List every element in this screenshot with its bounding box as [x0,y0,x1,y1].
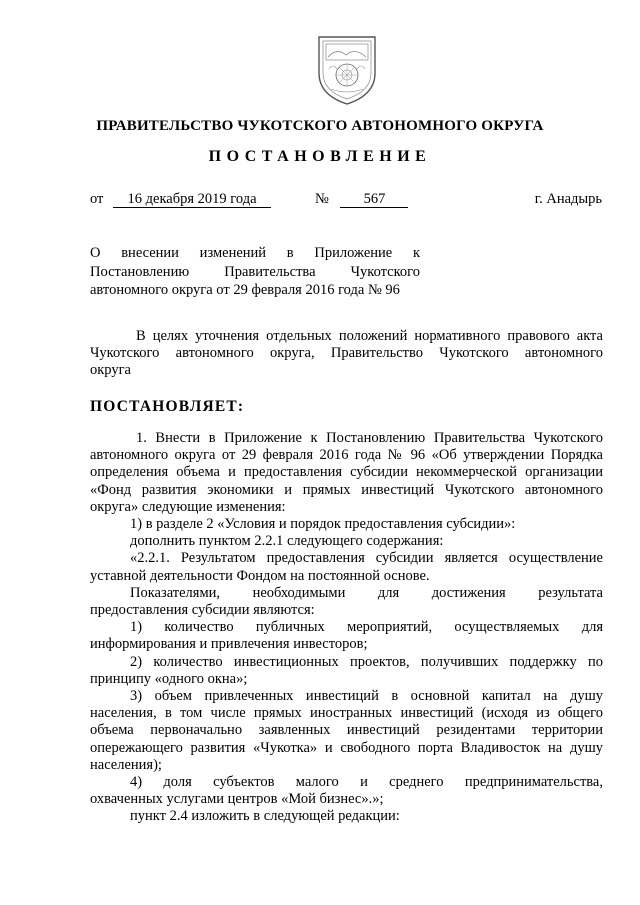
number-label: № [315,191,329,207]
body-line: Показателями, необходимыми для достижения результата [130,584,603,601]
body-line: предоставления субсидии являются: [90,602,315,619]
body-line: информирования и привлечения инвесторов; [90,636,368,653]
coat-of-arms-icon [313,33,381,107]
from-label: от [90,191,104,207]
body-line: 3) объем привлеченных инвестиций в основной капитал на душу [130,688,603,705]
preamble-line: Чукотского автономного округа, Правительство Чукотского автономного [90,345,603,362]
body-line: 1. Внести в Приложение к Постановлению Правительства Чукотского [136,430,603,446]
body-line: объема первоначально заявленных инвестиций резидентами территории [90,722,603,739]
body-line: автономного округа от 29 февраля 2016 года № 96 «Об утверждении Порядка [90,447,603,464]
preamble-line: округа [90,362,131,379]
preamble [90,328,603,380]
body-line: 1) количество публичных мероприятий, осуществляемых для [130,619,603,636]
body-line: охваченных услугами центров «Мой бизнес».»; [90,791,384,808]
body-line: 4) доля субъектов малого и среднего предпринимательства, [130,774,603,791]
government-title: ПРАВИТЕЛЬСТВО ЧУКОТСКОГО АВТОНОМНОГО ОКРУГА [96,118,544,134]
body-line: уставной деятельности Фондом на постоянной основе. [90,567,430,584]
decree-body [90,430,603,826]
resolve-heading: ПОСТАНОВЛЯЕТ: [90,398,245,415]
city: г. Анадырь [534,191,602,207]
body-line: «2.2.1. Результатом предоставления субсидии является осуществление [130,550,603,567]
number-field [315,191,408,208]
body-line: 2) количество инвестиционных проектов, получивших поддержку по [130,653,603,670]
body-line: дополнить пунктом 2.2.1 следующего содержания: [130,533,444,550]
subject-line: О внесении изменений в Приложение к [90,245,420,261]
decree-title: ПОСТАНОВЛЕНИЕ [208,148,432,165]
body-line: определения объема и предоставления субсидии некоммерческой организации [90,464,603,481]
decree-subject [90,244,420,300]
decree-number: 567 [340,192,408,208]
preamble-line: В целях уточнения отдельных положений нормативного правового акта [136,328,603,344]
body-line: округа» следующие изменения: [90,498,286,515]
body-line: населения); [90,756,162,773]
body-line: принципу «одного окна»; [90,670,248,687]
body-line: «Фонд развития экономики и прямых инвестиций Чукотского автономного [90,481,603,498]
subject-line: Постановлению Правительства Чукотского [90,263,420,280]
decree-date: 16 декабря 2019 года [113,192,271,208]
body-line: опережающего развития «Чукотка» и свободного порта Владивосток на душу [90,739,603,756]
body-line: 1) в разделе 2 «Условия и порядок предоставления субсидии»: [130,516,516,533]
body-line: пункт 2.4 изложить в следующей редакции: [130,808,400,825]
date-field [90,191,271,208]
subject-line: автономного округа от 29 февраля 2016 года № 96 [90,282,400,298]
body-line: населения, в том числе прямых иностранных инвестиций (исходя из общего [90,705,603,722]
